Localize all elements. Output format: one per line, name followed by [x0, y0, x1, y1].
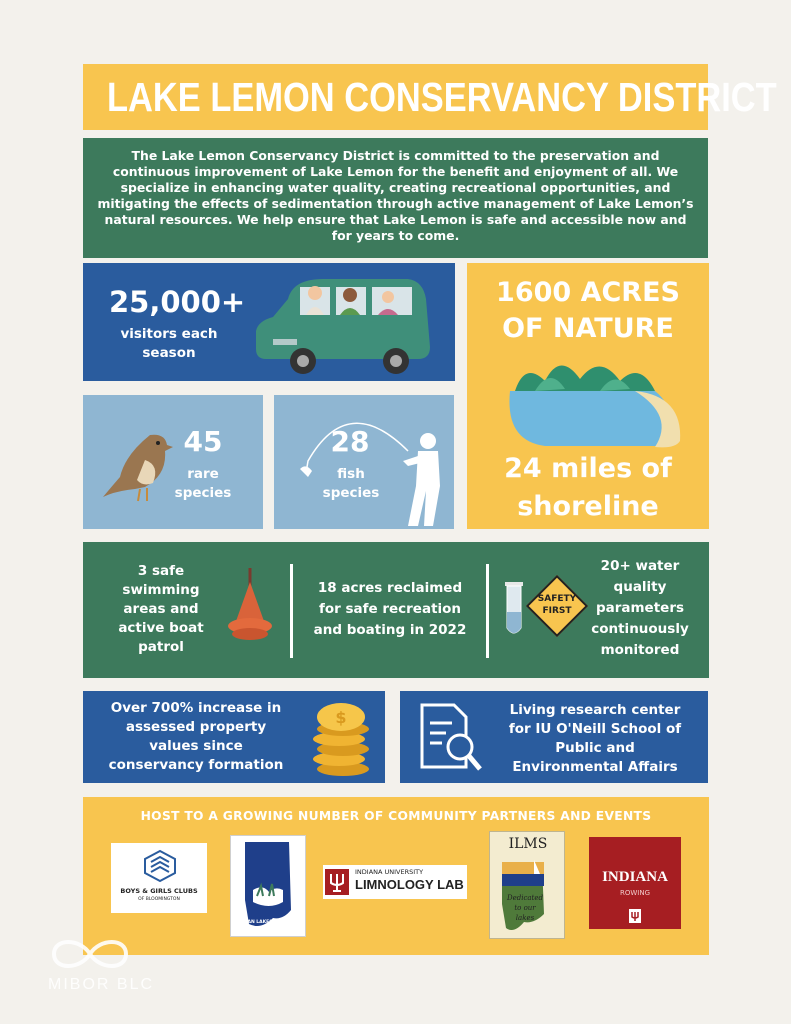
research-document-icon	[416, 701, 486, 775]
shore-line-2: shoreline	[517, 491, 659, 522]
swim-line-2: swimming	[122, 582, 200, 598]
research-text	[492, 701, 698, 777]
reclaim-line-1: 18 acres reclaimed	[317, 580, 463, 596]
swim-line-3: areas and	[123, 601, 199, 617]
intro-text: The Lake Lemon Conservancy District is committed to the preservation and continuous improvement of Lake Lemon for the benefit and enjoyment of all. We specialize in enhancing water quality, creating recreational opportunities, and mitigating the effects of sedimentation through active management of Lake Lemon’s natural resources. We help ensure that Lake Lemon is safe and accessible now and for years to come.	[97, 148, 694, 243]
sign-line-2: FIRST	[542, 606, 572, 616]
property-line-2: assessed property	[125, 719, 267, 735]
quality-line-5: monitored	[600, 642, 680, 658]
iu-trident-icon	[325, 869, 349, 895]
ilms-title: ILMS	[508, 836, 548, 852]
swim-line-1: 3 safe	[137, 563, 185, 579]
acres-line-1: 1600 ACRES	[496, 277, 680, 308]
lake-icon	[505, 351, 685, 451]
van-icon	[248, 269, 453, 377]
rowing-trident-icon	[629, 909, 641, 923]
ilms-line-1: Dedicated	[506, 894, 543, 902]
page-title: LAKE LEMON CONSERVANCY DISTRICT	[107, 74, 777, 120]
boys-girls-clubs-logo	[111, 843, 207, 913]
watermark-text: MIBOR BLC	[48, 976, 155, 993]
quality-line-4: continuously	[591, 621, 689, 637]
coins-icon	[309, 699, 375, 779]
buoy-icon	[225, 568, 275, 644]
visitors-label-2: season	[142, 345, 196, 361]
iu-limnology-lab-logo	[323, 865, 467, 899]
swim-line-5: patrol	[138, 639, 184, 655]
acres-line-2: OF NATURE	[502, 313, 674, 344]
iu-line-1: INDIANA UNIVERSITY	[355, 868, 424, 876]
research-panel	[400, 691, 708, 783]
sign-line-1: SAFETY	[537, 594, 577, 604]
research-line-3: Public and	[555, 740, 635, 756]
research-line-1: Living research center	[509, 702, 681, 718]
swim-text	[91, 562, 231, 657]
quality-line-2: quality	[613, 579, 667, 595]
clean-lakes-label: CLEAN LAKES PROGRAM	[238, 920, 300, 925]
visitors-label-1: visitors each	[120, 326, 218, 342]
property-line-1: Over 700% increase in	[110, 700, 282, 716]
ilms-line-3: lakes	[515, 914, 535, 922]
birds-panel	[83, 395, 263, 529]
mibor-infinity-logo-icon	[44, 932, 136, 976]
intro-panel	[83, 138, 708, 258]
property-line-4: conservancy formation	[108, 757, 284, 773]
birds-label-1: rare	[187, 466, 219, 482]
fisherman-icon	[288, 401, 448, 527]
svg-text:$: $	[335, 708, 347, 727]
divider-2	[486, 564, 489, 658]
iu-line-2: LIMNOLOGY LAB	[355, 877, 464, 892]
safety-first-sign	[531, 580, 583, 632]
acres-panel	[467, 263, 709, 529]
fish-label-2: species	[322, 485, 380, 501]
clean-lakes-logo	[230, 835, 306, 937]
swim-line-4: active boat	[118, 620, 204, 636]
shore-line-1: 24 miles of	[504, 453, 672, 484]
visitors-number: 25,000+	[109, 285, 246, 319]
divider-1	[290, 564, 293, 658]
reclaim-text	[305, 578, 475, 641]
fish-number: 28	[330, 425, 370, 458]
partners-panel	[83, 797, 709, 955]
property-panel	[83, 691, 385, 783]
partners-heading: HOST TO A GROWING NUMBER OF COMMUNITY PARTNERS AND EVENTS	[140, 809, 652, 823]
birds-label-2: species	[174, 485, 232, 501]
rowing-line-1: INDIANA	[602, 869, 668, 885]
fish-label-1: fish	[337, 466, 365, 482]
reclaim-line-3: and boating in 2022	[313, 622, 467, 638]
birds-number: 45	[183, 425, 223, 458]
quality-text	[577, 556, 703, 661]
bgc-line-2: OF BLOOMINGTON	[138, 897, 180, 902]
visitors-panel	[83, 263, 455, 381]
research-line-2: for IU O'Neill School of	[508, 721, 682, 737]
bgc-cube-icon	[143, 849, 177, 883]
reclaim-line-2: for safe recreation	[318, 601, 462, 617]
fish-panel	[274, 395, 454, 529]
safety-panel	[83, 542, 709, 678]
test-tube-icon	[503, 582, 525, 638]
property-line-3: values since	[149, 738, 243, 754]
bgc-line-1: BOYS & GIRLS CLUBS	[120, 887, 198, 895]
quality-line-1: 20+ water	[600, 558, 680, 574]
quality-line-3: parameters	[595, 600, 685, 616]
research-line-4: Environmental Affairs	[512, 759, 678, 775]
ilms-line-2: to our	[514, 904, 536, 912]
property-text	[87, 699, 305, 775]
rowing-line-2: ROWING	[619, 889, 651, 897]
indiana-rowing-logo	[589, 837, 681, 929]
ilms-logo	[489, 831, 565, 939]
